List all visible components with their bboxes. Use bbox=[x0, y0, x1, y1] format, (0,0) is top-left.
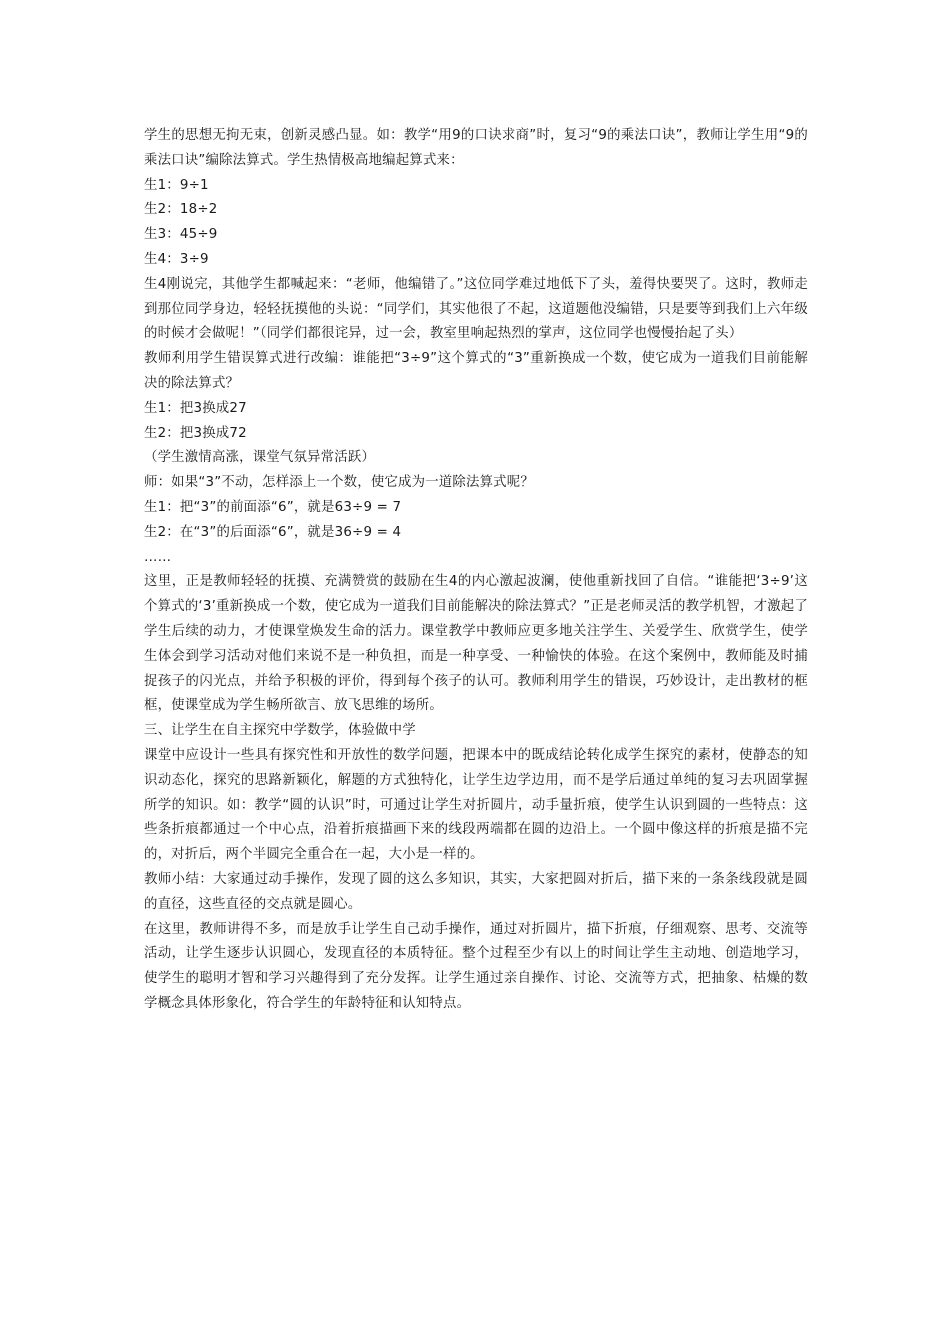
paragraph-student-2-add: 生2：在“3”的后面添“6”，就是36÷9 = 4 bbox=[144, 524, 402, 540]
paragraph-student-2-answer: 生2：18÷2 bbox=[144, 202, 218, 218]
paragraph-student-4-answer: 生4：3÷9 bbox=[144, 251, 209, 267]
section-heading-three: 三、让学生在自主探究中学数学，体验做中学 bbox=[144, 723, 416, 739]
paragraph-student-3-answer: 生3：45÷9 bbox=[144, 227, 218, 243]
paragraph-teacher-follow-up: 师：如果“3”不动，怎样添上一个数，使它成为一道除法算式呢？ bbox=[144, 475, 534, 491]
paragraph-intro: 学生的思想无拘无束，创新灵感凸显。如：教学“用9的口诀求商”时，复习“9的乘法口诀”，教师让学生用“9的乘法口诀”编除法算式。学生热情极高地编起算式来： bbox=[144, 128, 808, 168]
paragraph-teacher-summary: 教师小结：大家通过动手操作，发现了圆的这么多知识，其实，大家把圆对折后，描下来的一条条线段就是圆的直径，这些直径的交点就是圆心。 bbox=[144, 871, 808, 912]
document-body bbox=[144, 124, 808, 1017]
paragraph-student-1-answer: 生1：9÷1 bbox=[144, 177, 209, 193]
paragraph-teacher-question: 教师利用学生错误算式进行改编：谁能把“3÷9”这个算式的“3”重新换成一个数，使它成为一道我们目前能解决的除法算式？ bbox=[144, 351, 808, 391]
paragraph-student-1-add: 生1：把“3”的前面添“6”，就是63÷9 = 7 bbox=[144, 499, 402, 515]
paragraph-student-1-replace: 生1：把3换成27 bbox=[144, 400, 247, 416]
paragraph-conclusion: 在这里，教师讲得不多，而是放手让学生自己动手操作，通过对折圆片，描下折痕，仔细观察、思考、交流等活动，让学生逐步认识圆心，发现直径的本质特征。整个过程至少有以上的时间让学生主动地、创造地学习，使学生的聪明才智和学习兴趣得到了充分发挥。让学生通过亲自操作、讨论、交流等方式，把抽象、枯燥的数学概念具体形象化，符合学生的年龄特征和认知特点。 bbox=[144, 921, 808, 1011]
paragraph-ellipsis: …… bbox=[144, 549, 172, 565]
paragraph-reflection: 这里，正是教师轻轻的抚摸、充满赞赏的鼓励在生4的内心激起波澜，使他重新找回了自信。“谁能把‘3÷9’这个算式的‘3’重新换成一个数，使它成为一道我们目前能解决的除法算式？”正是老师灵活的教学机智，才激起了学生后续的动力，才使课堂焕发生命的活力。课堂教学中教师应更多地关注学生、关爱学生、欣赏学生，使学生体会到学习活动对他们来说不是一种负担，而是一种享受、一种愉快的体验。在这个案例中，教师能及时捕捉孩子的闪光点，并给予积极的评价，得到每个孩子的认可。教师利用学生的错误，巧妙设计，走出教材的框框，使课堂成为学生畅所欲言、放飞思维的场所。 bbox=[144, 574, 808, 714]
paragraph-inquiry-design: 课堂中应设计一些具有探究性和开放性的数学问题，把课本中的既成结论转化成学生探究的素材，使静态的知识动态化，探究的思路新颖化，解题的方式独特化，让学生边学边用，而不是学后通过单纯的复习去巩固掌握所学的知识。如：教学“圆的认识”时，可通过让学生对折圆片，动手量折痕，使学生认识到圆的一些特点：这些条折痕都通过一个中心点，沿着折痕描画下来的线段两端都在圆的边沿上。一个圆中像这样的折痕是描不完的，对折后，两个半圆完全重合在一起，大小是一样的。 bbox=[144, 747, 808, 863]
paragraph-class-atmosphere: （学生激情高涨，课堂气氛异常活跃） bbox=[144, 450, 376, 466]
paragraph-student-2-replace: 生2：把3换成72 bbox=[144, 425, 247, 441]
paragraph-student-4-story: 生4刚说完，其他学生都喊起来：“老师，他编错了。”这位同学难过地低下了头，羞得快要哭了。这时，教师走到那位同学身边，轻轻抚摸他的头说：“同学们，其实他很了不起，这道题他没编错，只是要等到我们上六年级的时候才会做呢！”（同学们都很诧异，过一会，教室里响起热烈的掌声，这位同学也慢慢抬起了头） bbox=[144, 276, 808, 342]
